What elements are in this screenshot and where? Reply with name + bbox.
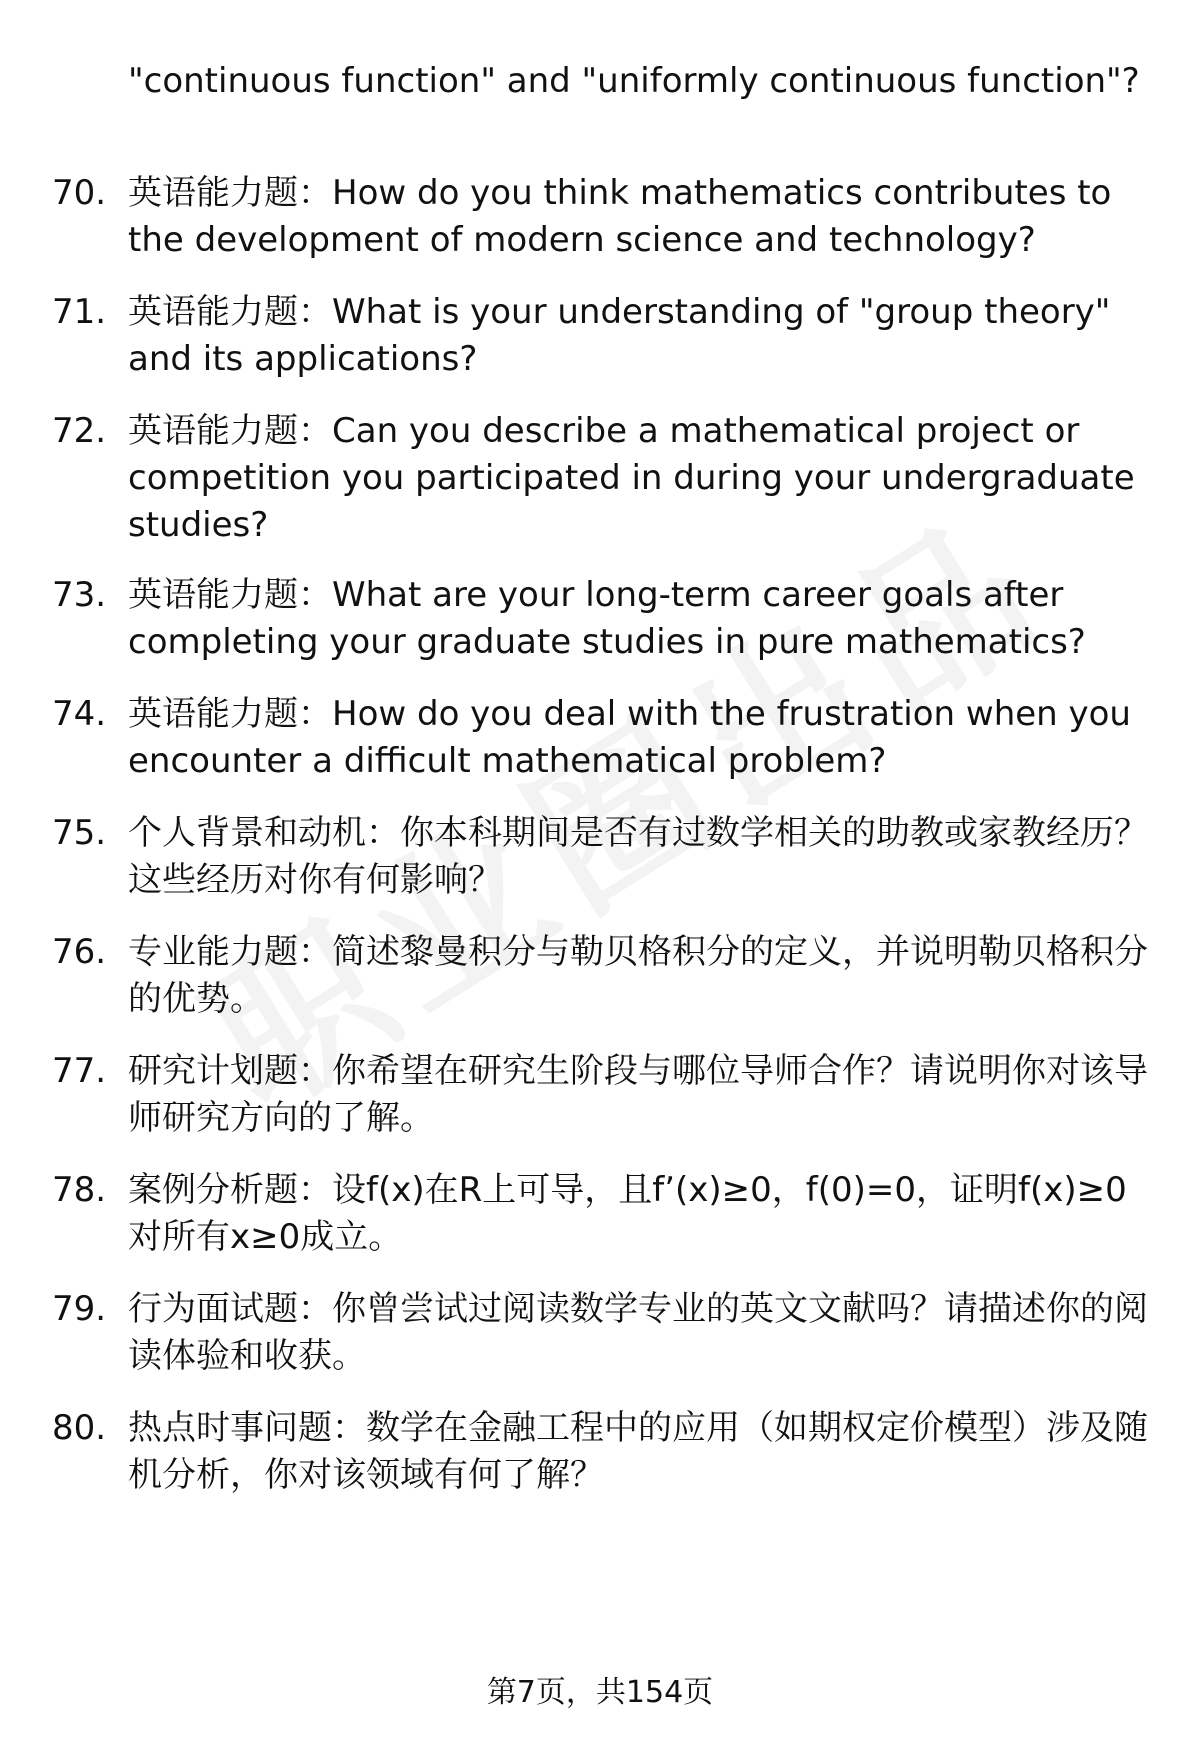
question-text: 英语能力题：What is your understanding of "group theory" and its applications? (128, 292, 1111, 379)
question-number: 70. (52, 173, 107, 213)
question-text: 热点时事问题：数学在金融工程中的应用（如期权定价模型）涉及随机分析，你对该领域有何了解？ (128, 1408, 1148, 1495)
question-number: 71. (52, 292, 107, 332)
question-text: 专业能力题：简述黎曼积分与勒贝格积分的定义，并说明勒贝格积分的优势。 (128, 932, 1148, 1019)
question-number: 78. (52, 1170, 107, 1210)
question-text: 行为面试题：你曾尝试过阅读数学专业的英文文献吗？请描述你的阅读体验和收获。 (128, 1289, 1148, 1376)
question-number: 74. (52, 694, 107, 734)
question-text: 研究计划题：你希望在研究生阶段与哪位导师合作？请说明你对该导师研究方向的了解。 (128, 1051, 1148, 1138)
question-number: 79. (52, 1289, 107, 1329)
question-number: 77. (52, 1051, 107, 1091)
question-continuation: "continuous function" and "uniformly continuous function"? (128, 61, 1140, 101)
question-number: 73. (52, 575, 107, 615)
question-text: 英语能力题：What are your long-term career goals after completing your graduate studies in pure mathematics? (128, 575, 1086, 662)
page-footer: 第7页，共154页 (486, 1675, 714, 1710)
question-number: 72. (52, 411, 107, 451)
question-text: 个人背景和动机：你本科期间是否有过数学相关的助教或家教经历？这些经历对你有何影响？ (128, 813, 1148, 900)
question-text: 英语能力题：Can you describe a mathematical project or competition you participated in during your undergraduate studies? (128, 411, 1135, 545)
question-text: 英语能力题：How do you think mathematics contributes to the development of modern science and technology? (128, 173, 1112, 260)
question-text: 英语能力题：How do you deal with the frustration when you encounter a difficult mathematical problem? (128, 694, 1131, 781)
question-text: 案例分析题：设f(x)在R上可导，且f’(x)≥0，f(0)=0，证明f(x)≥0对所有x≥0成立。 (128, 1170, 1127, 1257)
question-number: 76. (52, 932, 107, 972)
question-number: 75. (52, 813, 107, 853)
question-number: 80. (52, 1408, 107, 1448)
